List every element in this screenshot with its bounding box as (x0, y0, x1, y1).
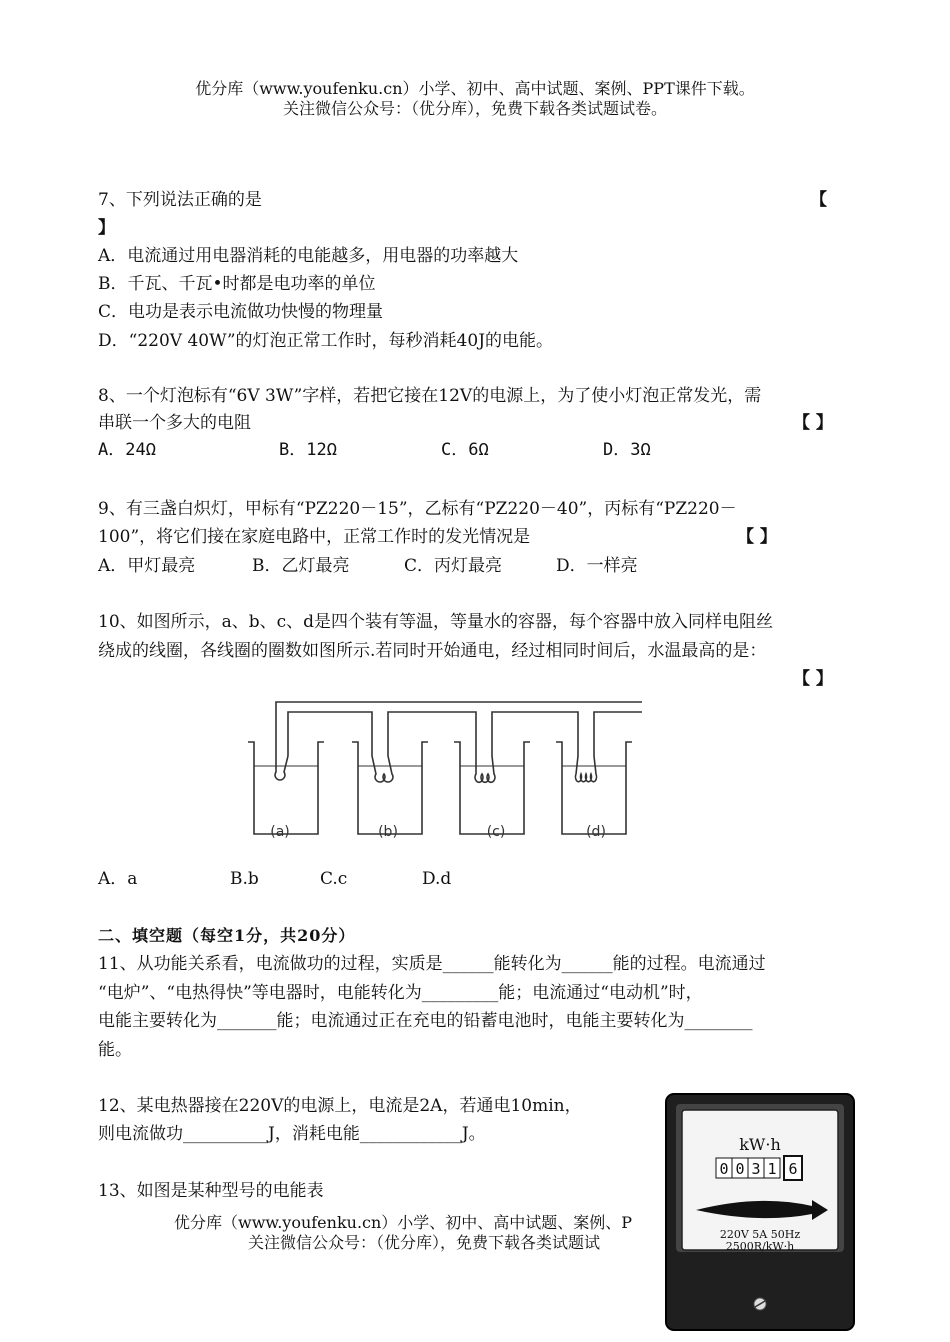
q13-line-1: 13、如图是某种型号的电能表 (98, 1181, 324, 1201)
q7-option-c: C．电功是表示电流做功快慢的物理量 (98, 302, 384, 322)
coil-d (576, 756, 597, 782)
q12-line-2: 则电流做功__________J，消耗电能____________J。 (98, 1124, 486, 1144)
q8-option-d: D．3Ω (603, 440, 651, 460)
q9-option-b: B．乙灯最亮 (252, 556, 350, 576)
wire-a-b (288, 712, 372, 756)
meter-digit-3: 3 (751, 1160, 761, 1178)
q7-option-b: B．千瓦、千瓦•时都是电功率的单位 (98, 274, 376, 294)
figure-label-d: (d) (586, 824, 606, 840)
q8-option-a: A．24Ω (98, 440, 156, 460)
q8-option-b: B．12Ω (279, 440, 337, 460)
q8-stem-line-2: 串联一个多大的电阻 (98, 413, 251, 433)
wire-c-d (492, 712, 578, 756)
container-b (352, 742, 428, 834)
energy-meter-image (662, 1090, 858, 1334)
container-circuit-figure (240, 690, 660, 850)
figure-label-a: (a) (270, 824, 290, 840)
q10-option-a: A．a (98, 869, 138, 889)
q11-line-4: 能。 (98, 1040, 132, 1060)
q9-bracket: 【 】 (737, 527, 777, 547)
q8-stem-line-1: 8、一个灯泡标有“6V 3W”字样，若把它接在12V的电源上，为了使小灯泡正常发光，需 (98, 386, 762, 406)
q7-stem: 7、下列说法正确的是 (98, 190, 262, 210)
q10-stem-line-1: 10、如图所示，a、b、c、d是四个装有等温，等量水的容器，每个容器中放入同样电阻丝 (98, 612, 774, 632)
wire-b-c (388, 712, 476, 756)
meter-digit-5: 6 (788, 1160, 798, 1178)
q7-option-a: A．电流通过用电器消耗的电能越多，用电器的功率越大 (98, 246, 519, 266)
q11-line-3: 电能主要转化为_______能；电流通过正在充电的铅蓄电池时，电能主要转化为________ (98, 1011, 753, 1031)
meter-spec-2: 2500R/kW·h (725, 1240, 795, 1253)
q10-option-c: C.c (320, 869, 348, 889)
footer-line-1: 优分库（www.youfenku.cn）小学、初中、高中试题、案例、P (174, 1213, 633, 1232)
q12-line-1: 12、某电热器接在220V的电源上，电流是2A，若通电10min， (98, 1096, 582, 1116)
q9-option-d: D．一样亮 (556, 556, 638, 576)
section-2-title: 二、填空题（每空1分，共20分） (98, 926, 356, 945)
q10-bracket: 【 】 (793, 669, 833, 689)
container-a (248, 742, 324, 834)
q9-stem-line-1: 9、有三盏白炽灯，甲标有“PZ220－15”，乙标有“PZ220－40”，丙标有“PZ220－ (98, 499, 737, 519)
meter-unit: kW·h (739, 1135, 781, 1154)
supply-wire-top (276, 702, 642, 756)
coil-a (275, 756, 288, 780)
header-line-2: 关注微信公众号：（优分库），免费下载各类试题试卷。 (282, 99, 667, 118)
q10-stem-line-2: 绕成的线圈，各线圈的圈数如图所示.若同时开始通电，经过相同时间后，水温最高的是： (98, 641, 767, 661)
q10-option-d: D.d (422, 869, 452, 889)
meter-digit-1: 0 (719, 1160, 729, 1178)
footer-line-2: 关注微信公众号：（优分库），免费下载各类试题试 (248, 1233, 601, 1252)
q11-line-2: “电炉”、“电热得快”等电器时，电能转化为_________能；电流通过“电动机”时， (98, 983, 703, 1003)
header-line-1: 优分库（www.youfenku.cn）小学、初中、高中试题、案例、PPT课件下载。 (195, 79, 755, 98)
q9-option-c: C．丙灯最亮 (404, 556, 503, 576)
q9-option-a: A．甲灯最亮 (98, 556, 196, 576)
figure-label-b: (b) (378, 824, 398, 840)
coil-b (372, 756, 393, 782)
figure-label-c: (c) (486, 824, 506, 840)
q11-line-1: 11、从功能关系看，电流做功的过程，实质是______能转化为______能的过程。电流通过 (98, 954, 766, 974)
meter-spec-1: 220V 5A 50Hz (719, 1228, 801, 1241)
q8-bracket: 【 】 (793, 413, 833, 433)
meter-digit-2: 0 (735, 1160, 745, 1178)
q7-bracket-open: 【 (810, 190, 827, 210)
q10-option-b: B.b (230, 869, 259, 889)
coil-c (475, 756, 495, 782)
q9-stem-line-2: 100”，将它们接在家庭电路中，正常工作时的发光情况是 (98, 527, 531, 547)
q8-option-c: C．6Ω (441, 440, 489, 460)
q7-bracket-close: 】 (98, 218, 115, 238)
wire-d-return (594, 712, 642, 756)
q7-option-d: D．“220V 40W”的灯泡正常工作时，每秒消耗40J的电能。 (98, 331, 554, 351)
meter-digit-4: 1 (767, 1160, 777, 1178)
